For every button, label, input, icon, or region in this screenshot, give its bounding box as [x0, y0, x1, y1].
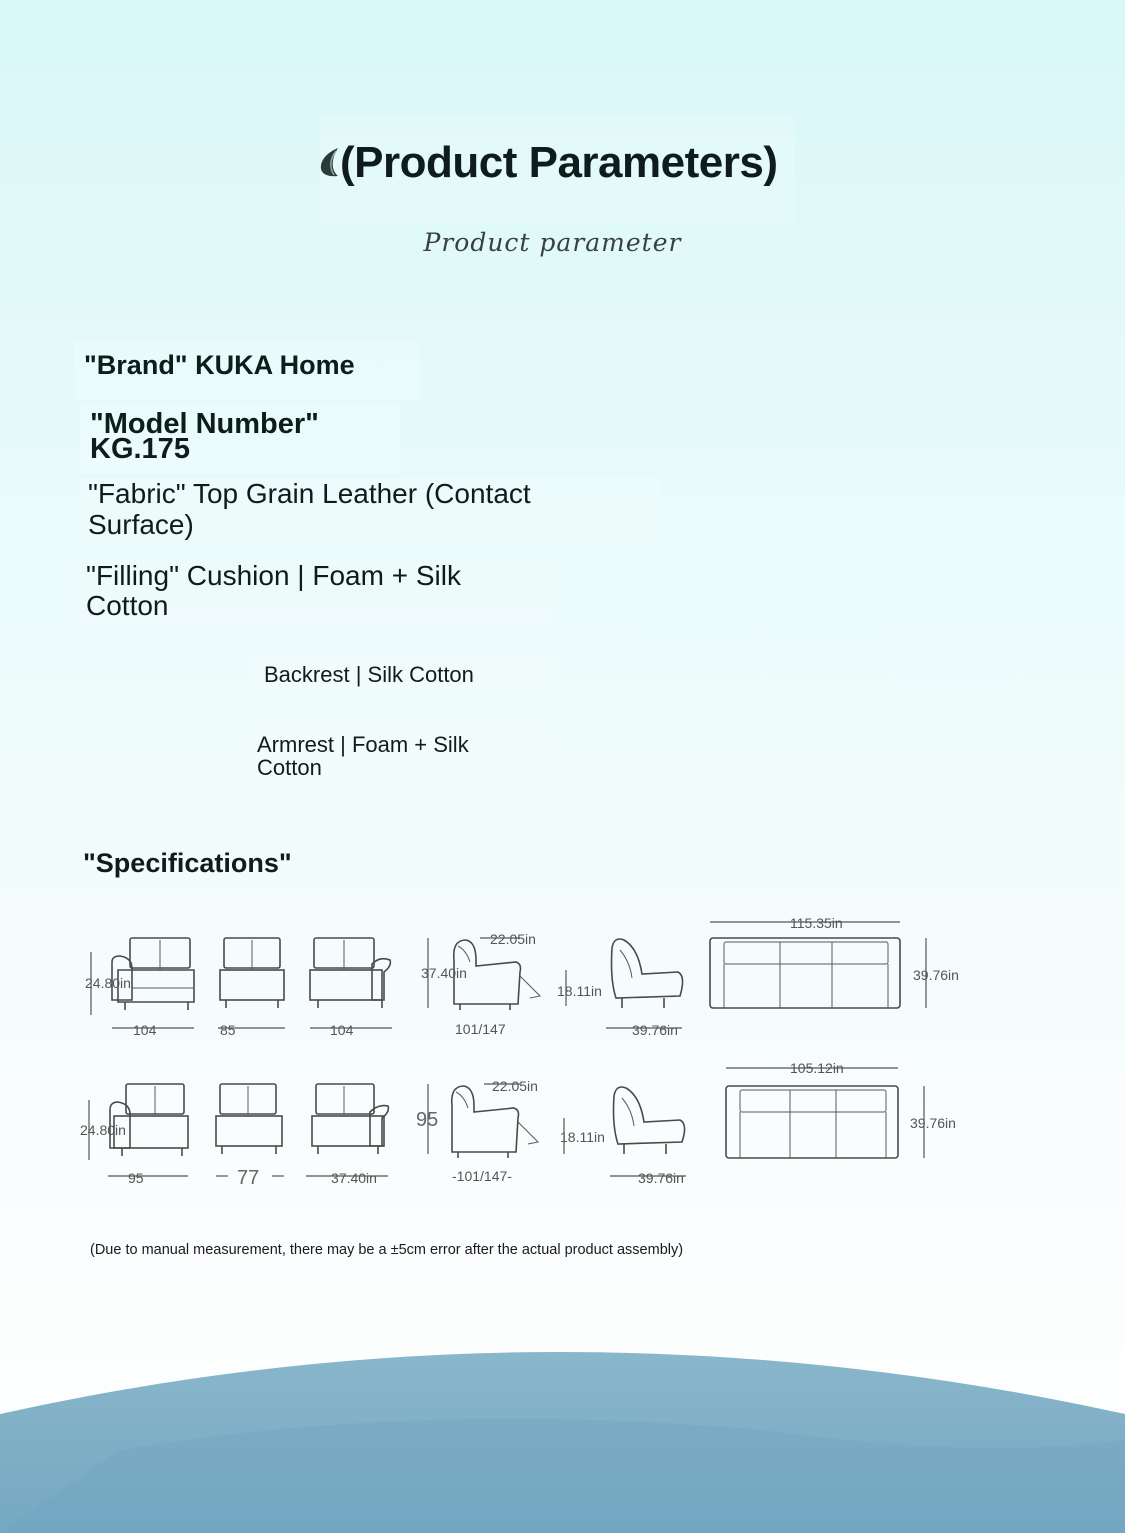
dim-width-right-2: 37.40in [331, 1170, 377, 1186]
dim-recliner-back-1: 22.05in [490, 931, 536, 947]
sofa-top-view-2 [726, 1086, 898, 1158]
dim-sofa-depth-1: 39.76in [913, 967, 959, 983]
filling-text: "Filling" Cushion | Foam + Silk Cotton [86, 560, 461, 621]
leaf-icon [318, 145, 340, 179]
dim-sofa-width-2: 105.12in [790, 1060, 844, 1076]
dim-seat-height-2: 18.11in [560, 1129, 605, 1145]
dim-recliner-depth-2: -101/147- [452, 1168, 512, 1184]
dim-sofa-depth-2: 39.76in [910, 1115, 956, 1131]
page-title-text: (Product Parameters) [340, 138, 778, 187]
chair-side-view-1 [612, 939, 683, 1008]
measurement-footnote: (Due to manual measurement, there may be a ±5cm error after the actual product assembly) [90, 1242, 684, 1258]
bottom-wave [0, 1330, 1125, 1533]
dim-sofa-width-1: 115.35in [790, 915, 843, 931]
specifications-heading: "Specifications" [83, 848, 292, 878]
sofa-module-left-arm [112, 938, 194, 1010]
chair-side-view-2 [614, 1087, 685, 1154]
dim-width-mid-2: 77 [237, 1167, 260, 1189]
model-label: "Model Number" [90, 408, 319, 440]
dim-side-depth-1: 39.76in [632, 1022, 678, 1038]
specifications-drawing [0, 900, 1125, 1200]
page-title [318, 138, 777, 188]
sofa-module-middle [220, 938, 284, 1008]
dim-recliner-back-2: 22.05in [492, 1078, 538, 1094]
dim-width-left-1: 104 [133, 1022, 157, 1038]
page-subtitle: Product parameter [423, 228, 682, 257]
sofa-module-middle-2 [216, 1084, 282, 1154]
dim-height-left-1: 24.80in [85, 975, 131, 991]
sofa-module-right-arm-2 [312, 1084, 388, 1154]
sofa-module-right-arm [310, 938, 390, 1008]
sofa-top-view-1 [710, 938, 900, 1008]
fabric-text: "Fabric" Top Grain Leather (Contact Surface) [88, 478, 531, 540]
sofa-module-left-arm-2 [110, 1084, 188, 1156]
dim-seat-height-1: 18.11in [557, 983, 602, 999]
brand-text: "Brand" KUKA Home [84, 350, 355, 380]
dim-width-right-1: 104 [330, 1022, 354, 1038]
backrest-text: Backrest | Silk Cotton [264, 662, 474, 687]
recliner-side-view-2 [452, 1086, 538, 1158]
spec-row-1 [85, 915, 959, 1038]
model-block [90, 408, 319, 465]
dim-width-left-2: 95 [128, 1170, 144, 1186]
spec-row-2 [80, 1060, 956, 1189]
dim-recliner-height-1: 37.40in [421, 965, 467, 981]
dim-recliner-height-2: 95 [416, 1109, 439, 1131]
armrest-text: Armrest | Foam + Silk Cotton [257, 732, 469, 780]
dim-height-left-2: 24.80in [80, 1122, 126, 1138]
model-value: KG.175 [90, 433, 190, 465]
dim-recliner-depth-1: 101/147 [455, 1021, 506, 1037]
dim-side-depth-2: 39.76in [638, 1170, 684, 1186]
dim-width-mid-1: 85 [220, 1022, 236, 1038]
